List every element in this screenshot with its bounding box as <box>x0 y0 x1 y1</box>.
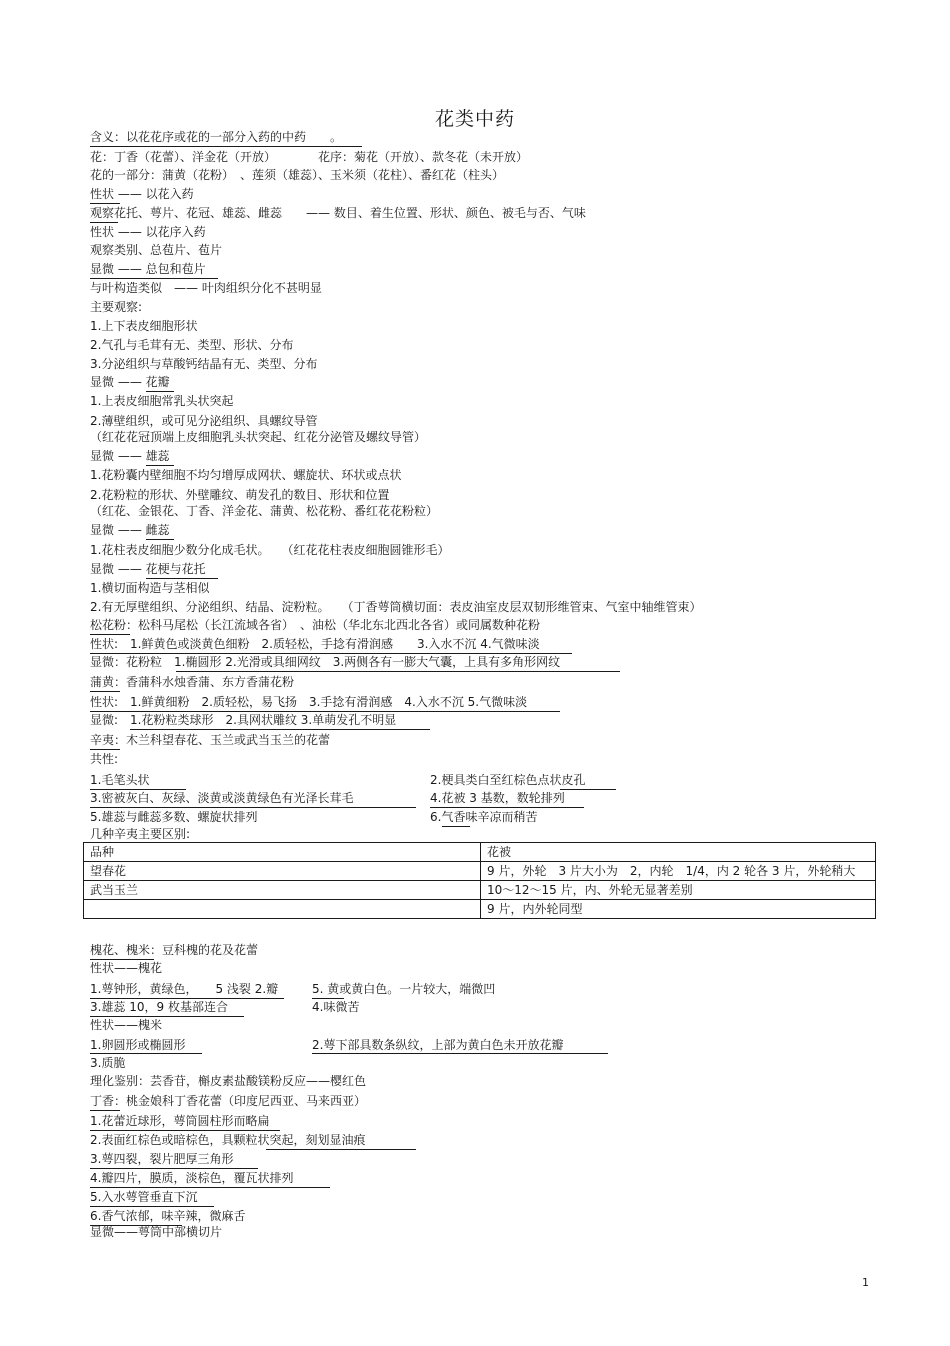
page-number: 1 <box>862 1276 869 1289</box>
section-heading: 性状——槐米 <box>90 1018 163 1032</box>
table-row <box>84 862 876 881</box>
table-cell <box>84 900 481 919</box>
table-cell: 10～12～15 片，内、外轮无显著差别 <box>481 881 876 900</box>
underline <box>90 749 120 750</box>
text-line: 蒲黄：香蒲科水烛香蒲、东方香蒲花粉 <box>90 675 295 689</box>
underline <box>90 146 362 147</box>
text-line: 主要观察: <box>90 300 143 314</box>
list-item: 2.有无厚壁组织、分泌组织、结晶、淀粉粒。 （丁香萼筒横切面：表皮油室皮层双韧形维管束、气室中轴维管束） <box>90 600 702 614</box>
underline <box>442 826 470 827</box>
trait-item: 5.雄蕊与雌蕊多数、螺旋状排列 <box>90 810 258 824</box>
section-heading: 性状 —— 以花序入药 <box>90 225 206 239</box>
text-line: 显微——萼筒中部横切片 <box>90 1225 223 1239</box>
list-item: 3.萼四裂，裂片肥厚三角形 <box>90 1152 234 1166</box>
trait-item: 6.气香味辛凉而稍苦 <box>430 810 538 824</box>
trait-item: 2.梗具类白至红棕色点状皮孔 <box>430 773 586 787</box>
section-heading: 显微 —— 雄蕊 <box>90 449 170 463</box>
section-heading: 显微 —— 花梗与花托 <box>90 562 206 576</box>
underline <box>130 729 430 730</box>
underline <box>560 789 616 790</box>
list-item: 2.花粉粒的形状、外壁雕纹、萌发孔的数目、形状和位置 <box>90 488 390 502</box>
underline <box>146 465 174 466</box>
underline <box>90 634 130 635</box>
section-heading: 显微 —— 总包和苞片 <box>90 262 206 276</box>
list-item: 1.花柱表皮细胞少数分化成毛状。 （红花花柱表皮细胞圆锥形毛） <box>90 543 450 557</box>
comparison-table <box>83 842 876 919</box>
list-item: 4.瓣四片，膜质，淡棕色，覆瓦状排列 <box>90 1171 294 1185</box>
column-header: 花被 <box>481 843 876 862</box>
section-heading: 显微 —— 花瓣 <box>90 375 170 389</box>
section-heading: 性状——槐花 <box>90 961 163 975</box>
text-line: 显微: 1.花粉粒类球形 2.具网状雕纹 3.单萌发孔不明显 <box>90 713 397 727</box>
underline <box>90 691 120 692</box>
text-line: 观察花托、萼片、花冠、雄蕊、雌蕊 —— 数目、着生位置、形状、颜色、被毛与否、气味 <box>90 206 586 220</box>
table-cell: 望春花 <box>84 862 481 881</box>
table-cell: 武当玉兰 <box>84 881 481 900</box>
underline <box>90 1187 330 1188</box>
table-row <box>84 900 876 919</box>
list-item: 6.香气浓郁，味辛辣，微麻舌 <box>90 1209 246 1223</box>
section-heading: 显微 —— 雌蕊 <box>90 523 170 537</box>
trait-item: 1.萼钟形，黄绿色， 5 浅裂 2.瓣 <box>90 982 279 996</box>
underline <box>90 203 120 204</box>
text-line: 观察类别、总苞片、苞片 <box>90 243 223 257</box>
list-item: 2.表面红棕色或暗棕色，具颗粒状突起，刻划显油痕 <box>90 1133 366 1147</box>
table-cell: 9 片，内外轮同型 <box>481 900 876 919</box>
underline <box>176 671 620 672</box>
text-line: （红花、金银花、丁香、洋金花、蒲黄、松花粉、番红花花粉粒） <box>90 504 439 518</box>
underline <box>90 278 218 279</box>
trait-item: 1.卵圆形或椭圆形 <box>90 1038 186 1052</box>
trait-item: 1.毛笔头状 <box>90 773 150 787</box>
text-line: 显微：花粉粒 1.椭圆形 2.光滑或具细网纹 3.两侧各有一膨大气囊，上具有多角形网纹 <box>90 655 561 669</box>
underline <box>146 539 174 540</box>
text-line: 性状: 1.鲜黄色或淡黄色细粉 2.质轻松，手捻有滑润感 3.入水不沉 4.气微味淡 <box>90 637 540 651</box>
text-line: 共性: <box>90 752 119 766</box>
table-row <box>84 881 876 900</box>
list-item: 2.气孔与毛茸有无、类型、形状、分布 <box>90 338 294 352</box>
trait-item: 5. 黄或黄白色。一片较大，端微凹 <box>312 982 496 996</box>
text-line: 性状: 1.鲜黄细粉 2.质轻松，易飞扬 3.手捻有滑润感 4.入水不沉 5.气微味淡 <box>90 695 528 709</box>
list-item: 1.花蕾近球形，萼筒圆柱形而略扁 <box>90 1114 270 1128</box>
table-cell: 9 片，外轮 3 片大小为 2，内轮 1/4，内 2 轮各 3 片，外轮稍大 <box>481 862 876 881</box>
underline <box>90 1130 280 1131</box>
text-line: 花的一部分：蒲黄（花粉） 、莲须（雄蕊）、玉米须（花柱）、番红花（柱头） <box>90 168 505 182</box>
text-line: （红花花冠顶端上皮细胞乳头状突起、红花分泌管及螺纹导管） <box>90 430 427 444</box>
trait-item: 3.雄蕊 10，9 枚基部连合 <box>90 1000 228 1014</box>
text-line: 含义：以花花序或花的一部分入药的中药 。 <box>90 130 343 144</box>
list-item: 1.花粉囊内壁细胞不均匀增厚成网状、螺旋状、环状或点状 <box>90 468 402 482</box>
underline <box>90 1168 258 1169</box>
underline <box>90 1110 120 1111</box>
underline <box>430 807 584 808</box>
text-line: 辛夷：木兰科望春花、玉兰或武当玉兰的花蕾 <box>90 733 331 747</box>
underline <box>90 222 118 223</box>
underline <box>90 1053 202 1054</box>
trait-item: 2.萼下部具数条纵纹，上部为黄白色未开放花瓣 <box>312 1038 564 1052</box>
table-header-row <box>84 843 876 862</box>
list-item: 1.横切面构造与茎相似 <box>90 581 210 595</box>
section-heading: 性状 —— 以花入药 <box>90 187 194 201</box>
table-caption: 几种辛夷主要区别: <box>90 827 191 841</box>
list-item: 1.上下表皮细胞形状 <box>90 319 198 333</box>
trait-item: 4.花被 3 基数，数轮排列 <box>430 791 565 805</box>
text-line: 丁香：桃金娘科丁香花蕾（印度尼西亚、马来西亚） <box>90 1094 367 1108</box>
text-line: 槐花、槐米：豆科槐的花及花蕾 <box>90 943 259 957</box>
text-line: 松花粉：松科马尾松（长江流域各省） 、油松（华北东北西北各省）或同属数种花粉 <box>90 618 541 632</box>
list-item: 5.入水萼管垂直下沉 <box>90 1190 198 1204</box>
page-title: 花类中药 <box>434 108 515 130</box>
text-line: 与叶构造类似 —— 叶肉组织分化不甚明显 <box>90 281 322 295</box>
underline <box>266 1149 416 1150</box>
underline <box>146 578 218 579</box>
list-item: 3.分泌组织与草酸钙结晶有无、类型、分布 <box>90 357 318 371</box>
trait-item: 3.密被灰白、灰绿、淡黄或淡黄绿色有光泽长茸毛 <box>90 791 354 805</box>
list-item: 2.薄壁组织，或可见分泌组织、具螺纹导管 <box>90 414 318 428</box>
underline <box>312 1053 608 1054</box>
list-item: 1.上表皮细胞常乳头状突起 <box>90 394 234 408</box>
trait-item: 4.味微苦 <box>312 1000 360 1014</box>
underline <box>90 807 416 808</box>
column-header: 品种 <box>84 843 481 862</box>
text-line: 花：丁香（花蕾）、洋金花（开放） 花序：菊花（开放）、款冬花（未开放） <box>90 150 529 164</box>
underline <box>146 391 174 392</box>
text-line: 理化鉴别：芸香苷，槲皮素盐酸镁粉反应——樱红色 <box>90 1074 367 1088</box>
list-item: 3.质脆 <box>90 1056 126 1070</box>
underline <box>90 1206 214 1207</box>
